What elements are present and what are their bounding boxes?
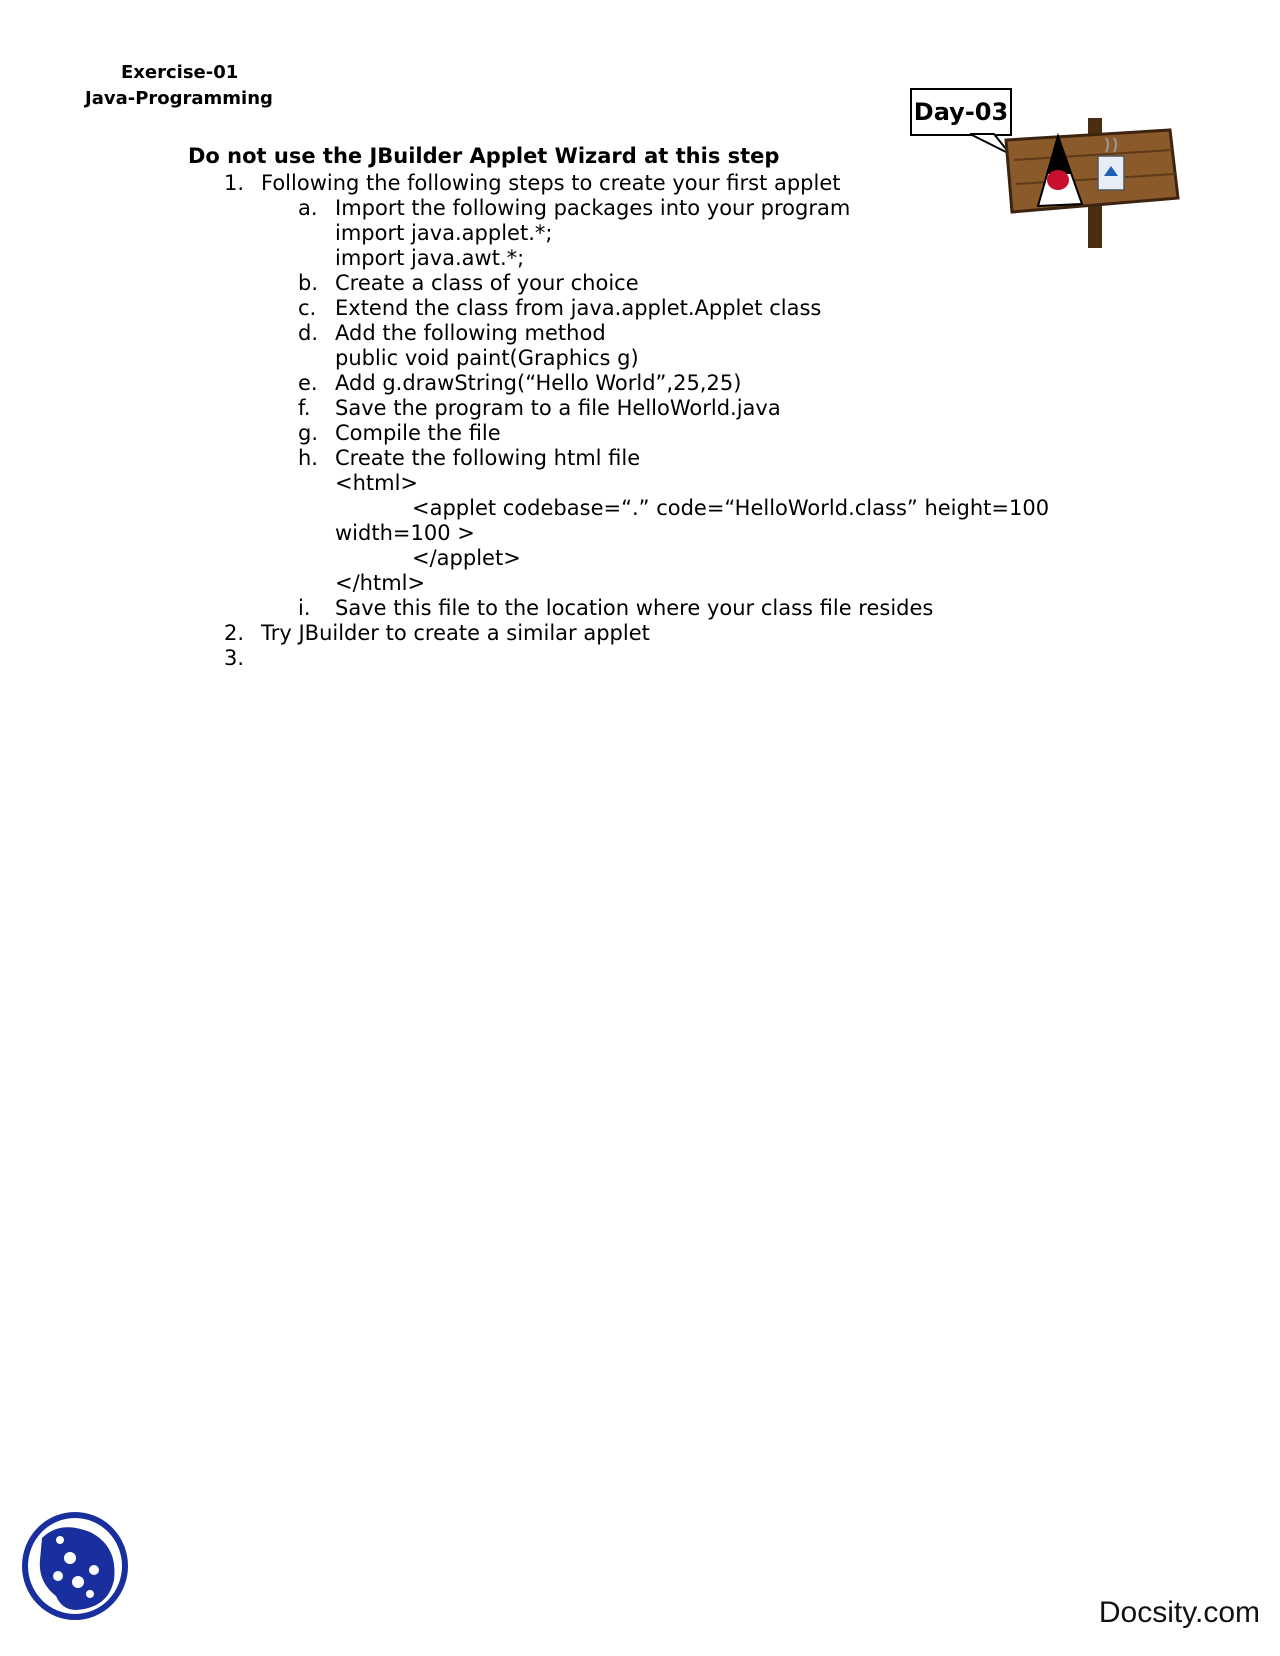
list-item-marker: 2. [224, 621, 245, 645]
list-item-text: public void paint(Graphics g) [335, 346, 639, 370]
list-item-text: Import the following packages into your program [335, 196, 851, 220]
list-item-text: import java.awt.*; [335, 246, 525, 270]
list-item-text: </applet> [412, 546, 521, 570]
list-item-marker: c. [298, 296, 317, 320]
list-item-marker: h. [298, 446, 318, 470]
list-item-text: Compile the file [335, 421, 501, 445]
list-item-text: Add g.drawString(“Hello World”,25,25) [335, 371, 742, 395]
list-item-text: import java.applet.*; [335, 221, 553, 245]
list-item-text: Add the following method [335, 321, 606, 345]
list-item-text: Try JBuilder to create a similar applet [261, 621, 650, 645]
list-item-text: Create a class of your choice [335, 271, 639, 295]
list-item-text: width=100 > [335, 521, 475, 545]
list-item-text: Save this file to the location where your class file resides [335, 596, 934, 620]
list-item-marker: g. [298, 421, 319, 445]
exercise-number: Exercise-01 [121, 62, 239, 83]
day-label: Day-03 [910, 88, 1012, 136]
list-item-text: <html> [335, 471, 419, 495]
list-item-marker: 1. [224, 171, 245, 195]
instruction-heading: Do not use the JBuilder Applet Wizard at this step [188, 144, 780, 168]
list-item-marker: i. [298, 596, 311, 620]
docsity-logo-icon [20, 1510, 130, 1622]
list-item-marker: b. [298, 271, 319, 295]
list-item-text: </html> [335, 571, 426, 595]
day-sign-illustration [910, 88, 1190, 248]
list-item-text: Extend the class from java.applet.Applet class [335, 296, 822, 320]
list-item-marker: 3. [224, 646, 245, 670]
list-item-marker: f. [298, 396, 311, 420]
list-item-marker: e. [298, 371, 318, 395]
brand-watermark: Docsity.com [1098, 1596, 1260, 1629]
list-item-marker: d. [298, 321, 319, 345]
mascot-sign-icon [910, 88, 1190, 248]
course-title: Java-Programming [85, 88, 273, 109]
list-item-marker: a. [298, 196, 318, 220]
list-item-text: Create the following html file [335, 446, 641, 470]
list-item-text: Save the program to a file HelloWorld.java [335, 396, 781, 420]
list-item-text: Following the following steps to create your first applet [261, 171, 841, 195]
list-item-text: <applet codebase=“.” code=“HelloWorld.class” height=100 [412, 496, 1050, 520]
